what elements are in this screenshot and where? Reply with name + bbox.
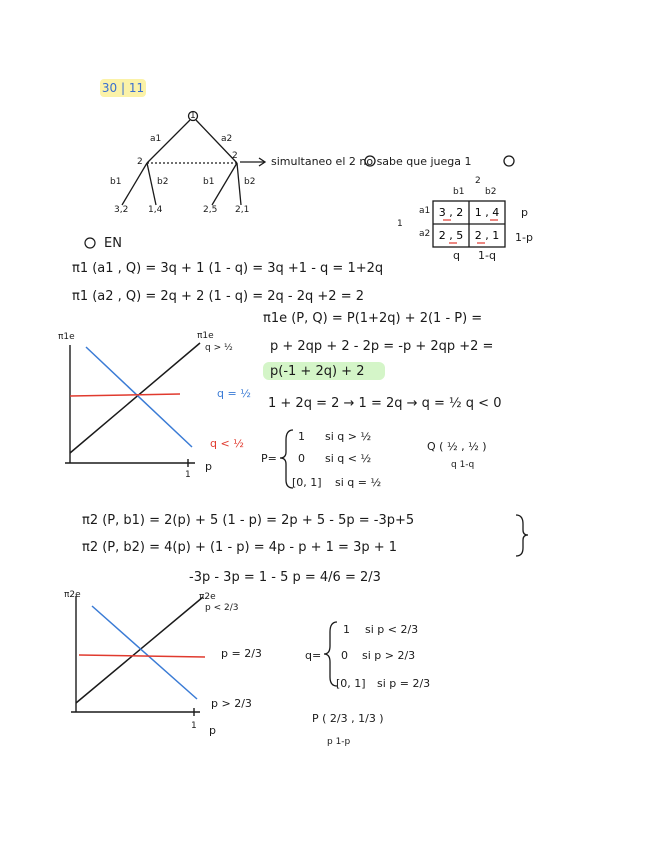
graph1-ylabel: π1e bbox=[58, 332, 75, 342]
br2-p-vector: P ( 2/3 , 1/3 ) bbox=[312, 712, 384, 725]
graph1-blue-label: q = ½ bbox=[217, 387, 251, 400]
graph2-xtick: 1 bbox=[191, 721, 197, 731]
br1-condition-1: si q > ½ bbox=[325, 430, 372, 443]
brace-right bbox=[516, 515, 528, 556]
matrix-row-player: 1 bbox=[397, 219, 403, 229]
tree-action-a1: a1 bbox=[150, 134, 162, 144]
graph2-xlabel: p bbox=[209, 724, 216, 737]
equation-pi2-b1: π2 (P, b1) = 2(p) + 5 (1 - p) = 2p + 5 - 5p = -3p+5 bbox=[82, 513, 415, 528]
matrix-col-header-b2: b2 bbox=[485, 187, 497, 197]
matrix-col-prob-1-q: 1-q bbox=[478, 249, 496, 262]
matrix-cell-a2-b1: 2 , 5 bbox=[438, 229, 464, 242]
br2-value-1: 1 bbox=[343, 623, 350, 636]
graph1-red-line bbox=[70, 394, 180, 396]
tree-branch-b1-left: b1 bbox=[110, 177, 122, 187]
branch-b1-right bbox=[212, 163, 237, 205]
tree-payoff-2: 1,4 bbox=[148, 205, 163, 215]
date-tag: 30 | 11 bbox=[101, 81, 145, 95]
tree-payoff-4: 2,1 bbox=[235, 205, 250, 215]
tree-payoff-3: 2,5 bbox=[203, 205, 218, 215]
tree-note: simultaneo el 2 no sabe que juega 1 bbox=[271, 155, 472, 168]
graph2-top-condition: p < 2/3 bbox=[205, 603, 239, 613]
br2-value-3: [0, 1] bbox=[336, 677, 366, 690]
matrix-cell-a2-b2: 2 , 1 bbox=[474, 229, 500, 242]
tree-branch-b2-right: b2 bbox=[244, 177, 256, 187]
branch-b2-right bbox=[237, 163, 241, 205]
br2-value-2: 0 bbox=[341, 649, 348, 662]
graph1-curve-label: π1e bbox=[197, 331, 214, 341]
graph2-mid-condition: p = 2/3 bbox=[221, 647, 262, 660]
br1-value-2: 0 bbox=[298, 452, 305, 465]
en-circle bbox=[85, 238, 95, 248]
br1-condition-2: si q < ½ bbox=[325, 452, 372, 465]
graph2-blue-line bbox=[92, 606, 197, 699]
graph2-ylabel: π2e bbox=[64, 590, 81, 600]
matrix-col-player: 2 bbox=[475, 176, 481, 186]
graph1-blue-line bbox=[86, 347, 192, 447]
matrix-col-header-b1: b1 bbox=[453, 187, 465, 197]
equation-factor: p(-1 + 2q) + 2 bbox=[270, 364, 365, 379]
equation-pi1-a1: π1 (a1 , Q) = 3q + 1 (1 - q) = 3q +1 - q = 1+2q bbox=[72, 261, 384, 276]
graph1-curve-condition: q > ½ bbox=[205, 343, 233, 353]
tree-branch-b1-right: b1 bbox=[203, 177, 215, 187]
tree-action-a2: a2 bbox=[221, 134, 233, 144]
tree-root-label: 1 bbox=[190, 111, 196, 121]
br1-condition-3: si q = ½ bbox=[335, 476, 382, 489]
br2-p-sub: p 1-p bbox=[327, 737, 351, 747]
tree-branch-b2-left: b2 bbox=[157, 177, 169, 187]
tree-left-node: 2 bbox=[137, 157, 143, 167]
branch-b2-left bbox=[147, 163, 156, 205]
graph1-red-label: q < ½ bbox=[210, 437, 244, 450]
equation-pi2-b2: π2 (P, b2) = 4(p) + (1 - p) = 4p - p + 1 = 3p + 1 bbox=[82, 540, 398, 555]
player1-circle bbox=[504, 156, 514, 166]
br1-q-vector: Q ( ½ , ½ ) bbox=[427, 440, 487, 453]
br2-lhs: q= bbox=[305, 649, 322, 662]
equation-solve-p: -3p - 3p = 1 - 5 p = 4/6 = 2/3 bbox=[189, 570, 381, 585]
br1-value-3: [0, 1] bbox=[292, 476, 322, 489]
br1-lhs: P= bbox=[261, 452, 277, 465]
graph1-xtick: 1 bbox=[185, 470, 191, 480]
graph2-bottom-condition: p > 2/3 bbox=[211, 697, 252, 710]
br2-condition-1: si p < 2/3 bbox=[365, 623, 419, 636]
matrix-row-header-a2: a2 bbox=[419, 229, 431, 239]
equation-pi1-a2: π1 (a2 , Q) = 2q + 2 (1 - q) = 2q - 2q +2 = 2 bbox=[72, 289, 364, 304]
branch-b1-left bbox=[122, 163, 147, 205]
matrix-row-header-a1: a1 bbox=[419, 206, 431, 216]
graph2-red-line bbox=[79, 655, 205, 657]
matrix-cell-a1-b2: 1 , 4 bbox=[474, 206, 500, 219]
graph2-curve-label: π2e bbox=[199, 592, 216, 602]
br2-condition-2: si p > 2/3 bbox=[362, 649, 416, 662]
tree-payoff-1: 3,2 bbox=[114, 205, 129, 215]
tree-right-node: 2 bbox=[232, 151, 238, 161]
matrix-col-prob-q: q bbox=[453, 249, 460, 262]
equation-pi1-expected: π1e (P, Q) = P(1+2q) + 2(1 - P) = bbox=[263, 311, 483, 326]
equation-solve-q: 1 + 2q = 2 → 1 = 2q → q = ½ q < 0 bbox=[268, 396, 502, 411]
graph1-xlabel: p bbox=[205, 460, 212, 473]
en-label: EN bbox=[104, 236, 122, 251]
br1-value-1: 1 bbox=[298, 430, 305, 443]
equation-expand: p + 2qp + 2 - 2p = -p + 2qp +2 = bbox=[270, 339, 494, 354]
matrix-row-prob-p: p bbox=[521, 206, 528, 219]
br2-condition-3: si p = 2/3 bbox=[377, 677, 431, 690]
matrix-cell-a1-b1: 3 , 2 bbox=[438, 206, 464, 219]
br1-q-sub: q 1-q bbox=[451, 460, 475, 470]
matrix-row-prob-1-p: 1-p bbox=[515, 231, 533, 244]
